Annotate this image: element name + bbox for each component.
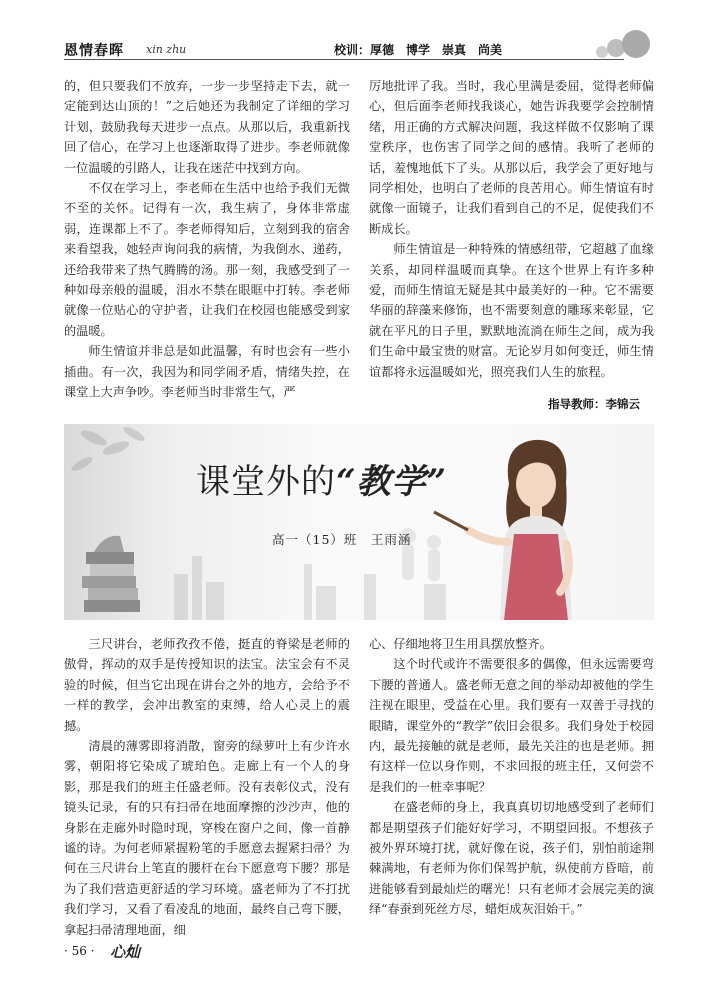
- paragraph: 不仅在学习上，李老师在生活中也给予我们无微不至的关怀。记得有一次，我生病了，身体非常虚弱，连课都上不了。李老师得知后，立刻到我的宿舍来看望我，她轻声询问我的病情，为我倒水、递药，还给我带来了热气腾腾的汤。那一刻，我感受到了一种如母亲般的温暖，泪水不禁在眼眶中打转。李老师就像一位贴心的守护者，让我们在校园也能感受到家的温暖。: [64, 181, 350, 338]
- paragraph: 在盛老师的身上，我真真切切地感受到了老师们都是期望孩子们能好好学习，不期望回报。不想孩子被外界环境打扰，就好像在说，孩子们，别怕前途荆棘满地，有老师为你们保驾护航，纵使前方昏暗，前进能够看到最灿烂的曙光！只有老师才会展完美的演绎“春蚕到死丝方尽，蜡炬成灰泪始干。”: [369, 800, 654, 917]
- article2-right-column: [369, 634, 654, 920]
- article2-left-column: [64, 634, 350, 940]
- paragraph: 清晨的薄雾即将消散，窗旁的绿萝叶上有少许水雾，朝阳将它染成了琥珀色。走廊上有一个人的身影，那是我们的班主任盛老师。没有表彰仪式，没有镜头记录，有的只有扫帚在地面摩擦的沙沙声，他的身影在走廊外时隐时现，穿梭在窗户之间，像一首静谧的诗。为何老师紧握粉笔的手愿意去握紧扫帚？为何在三尺讲台上笔直的腰杆在台下愿意弯下腰？那是为了我们营造更舒适的学习环境。盛老师为了不打扰我们学习，又看了看凌乱的地面，最终自己弯下腰，拿起扫帚清理地面，细: [64, 739, 350, 937]
- article-title: [196, 454, 447, 503]
- page-header: [64, 38, 654, 62]
- paragraph: 厉地批评了我。当时，我心里满是委屈，觉得老师偏心，但后面李老师找我谈心，她告诉我要学会控制情绪，用正确的方式解决问题，我这样做不仅影响了课堂秩序，也伤害了同学之间的感情。我听了老师的话，羞愧地低下了头。从那以后，我学会了更好地与同学相处，也明白了老师的良苦用心。师生情谊有时就像一面镜子，让我们看到自己的不足，促使我们不断成长。: [369, 79, 654, 236]
- title-emphasis: “教学”: [336, 462, 448, 502]
- paragraph: 心、仔细地将卫生用具摆放整齐。: [369, 637, 552, 651]
- decorative-dots-icon: [590, 28, 660, 62]
- column-pinyin: xin zhu: [146, 43, 187, 56]
- article-byline: 高一（15）班 王雨涵: [272, 532, 412, 547]
- teacher-illustration-icon: [434, 440, 572, 620]
- school-motto: 校训：厚德 博学 崇真 尚美: [334, 43, 503, 57]
- paragraph: 师生情谊是一种特殊的情感纽带，它超越了血缘关系，却同样温暖而真挚。在这个世界上有许多种爱，而师生情谊无疑是其中最美好的一种。它不需要华丽的辞藻来修饰，也不需要刻意的雕琢来彰显，它就在平凡的日子里，默默地流淌在师生之间，成为我们生命中最宝贵的财富。无论岁月如何变迁，师生情谊都将永远温暖如光，照亮我们人生的旅程。: [369, 242, 654, 379]
- paragraph: 的，但只要我们不放弃，一步一步坚持走下去，就一定能到达山顶的！”之后她还为我制定了详细的学习计划，鼓励我每天进步一点点。从那以后，我重新找回了信心，在学习上也逐渐取得了进步。李老师就像一位温暖的引路人，让我在迷茫中找到方向。: [64, 79, 350, 175]
- paragraph: 这个时代或许不需要很多的偶像，但永远需要弯下腰的普通人。盛老师无意之间的举动却被他的学生注视在眼里，受益在心里。我们要有一双善于寻找的眼睛，课堂外的“教学”依旧会很多。我们身处于校园内，最先接触的就是老师，最先关注的也是老师。拥有这样一位以身作则，不求回报的班主任，又何尝不是我们的一桩幸事呢？: [369, 657, 654, 794]
- magazine-name: 心灿: [110, 943, 141, 961]
- article1-left-column: [64, 76, 350, 403]
- header-rule: [64, 59, 624, 60]
- title-main: 课堂外的: [196, 462, 336, 502]
- paragraph: 三尺讲台，老师孜孜不倦，挺直的脊梁是老师的傲骨，挥动的双手是传授知识的法宝。法宝会有不灵验的时候，但当它出现在讲台之外的地方，会给予不一样的教学，会冲出教室的束缚，给人心灵上的震撼。: [64, 637, 350, 733]
- page-number: · 56 ·: [64, 944, 95, 958]
- books-stack-icon: [82, 536, 140, 612]
- article1-right-column: [369, 76, 654, 382]
- leaf-sprig-icon: [70, 425, 147, 474]
- advisor-credit: 指导教师：李锦云: [548, 397, 640, 411]
- paragraph: 师生情谊并非总是如此温馨，有时也会有一些小插曲。有一次，我因为和同学闹矛盾，情绪失控，在课堂上大声争吵。李老师当时非常生气，严: [64, 344, 350, 400]
- column-brand: 恩情春晖: [64, 43, 124, 59]
